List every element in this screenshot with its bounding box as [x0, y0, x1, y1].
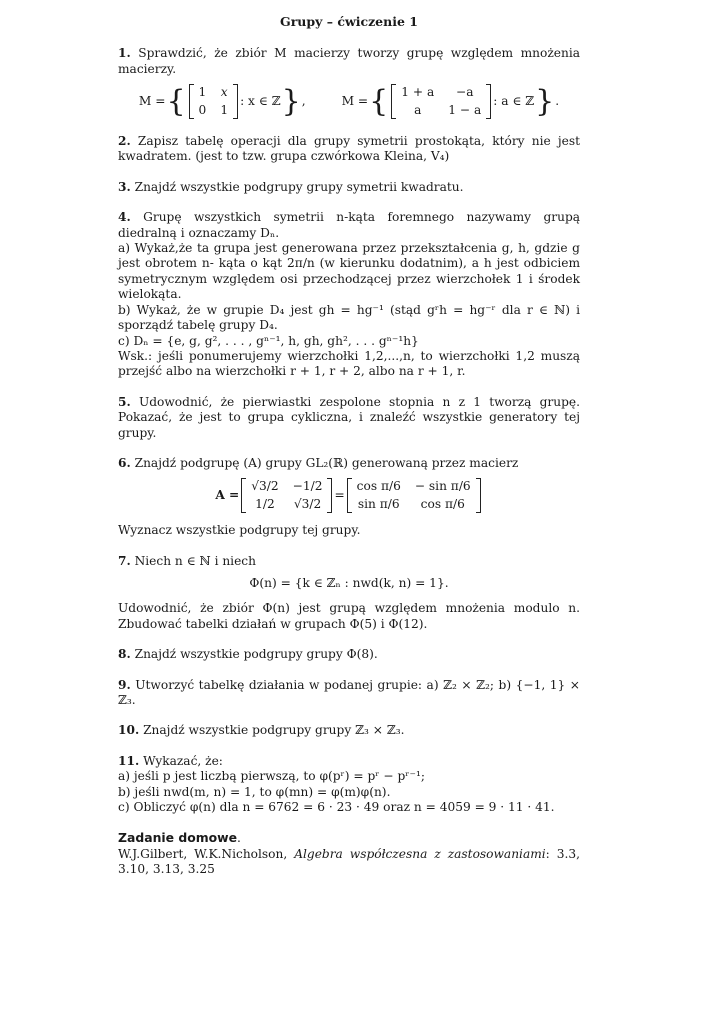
problem-11-part-b: b) jeśli nwd(m, n) = 1, to φ(mn) = φ(m)φ(n). [118, 784, 391, 799]
exercise-sheet [118, 14, 580, 893]
matrix-cell: sin π/6 [357, 496, 400, 511]
problem-number: 8. [118, 647, 131, 662]
problem-1 [118, 46, 580, 119]
matrix-cell: √3/2 [293, 496, 322, 511]
problem-9-text: Utworzyć tabelkę działania w podanej grupie: a) ℤ₂ × ℤ₂; b) {−1, 1} × ℤ₃. [118, 677, 580, 707]
problem-number: 10. [118, 723, 140, 738]
problem-number: 9. [118, 677, 131, 692]
problem-2-text: Zapisz tabelę operacji dla grupy symetrii prostokąta, który nie jest kwadratem. (jest to tzw. grupa czwórkowa Kleina, V₄) [118, 134, 580, 164]
set-2 [342, 84, 560, 119]
matrix-a-trig [347, 478, 481, 513]
problem-7-formula: Φ(n) = {k ∈ ℤₙ : nwd(k, n) = 1}. [249, 575, 449, 590]
problem-1-statement [118, 46, 580, 77]
problem-1-text: Sprawdzić, że zbiór M macierzy tworzy grupę względem mnożenia macierzy. [118, 46, 580, 76]
problem-4-part-b: b) Wykaż, że w grupie D₄ jest gh = hg⁻¹ (stąd gʳh = hg⁻ʳ dla r ∈ ℕ) i sporządź tabelę grupy D₄. [118, 302, 580, 333]
matrix-cell: √3/2 [251, 479, 279, 494]
problem-10 [118, 723, 580, 738]
problem-number: 5. [118, 394, 131, 409]
problem-6 [118, 456, 580, 539]
matrix-a-label: A = [215, 488, 240, 503]
matrix-cell: 1/2 [255, 496, 275, 511]
problem-5-text: Udowodnić, że pierwiastki zespolone stopnia n z 1 tworzą grupę. Pokazać, że jest to grupa cykliczna, i znaleźć wszystkie generatory tej grupy. [118, 394, 581, 440]
set-1-condition: : x ∈ ℤ [240, 93, 281, 108]
matrix-equation [118, 478, 580, 513]
problem-3 [118, 180, 580, 195]
right-brace: } [281, 83, 301, 119]
problem-8-text: Znajdź wszystkie podgrupy grupy Φ(8). [134, 647, 378, 662]
matrix-cell: 1 + a [401, 85, 435, 100]
problem-number: 4. [118, 210, 131, 225]
set-2-lhs: M = [341, 93, 369, 108]
problem-6-text: Znajdź podgrupę (A) grupy GL₂(ℝ) generowaną przez macierz [134, 455, 519, 470]
matrix-cell: x [220, 85, 228, 100]
matrix-cell: −a [455, 85, 474, 100]
matrix-2 [391, 84, 491, 119]
problem-2 [118, 134, 580, 165]
matrix-cell: − sin π/6 [414, 479, 471, 494]
homework-reference [118, 847, 580, 878]
left-brace: { [166, 83, 186, 119]
problem-number: 2. [118, 134, 131, 149]
matrix-cell: 0 [198, 102, 207, 117]
page-title: Grupy – ćwiczenie 1 [280, 14, 418, 29]
set-2-tail: . [555, 93, 560, 108]
matrix-cell: 1 − a [448, 102, 482, 117]
problem-number: 7. [118, 553, 131, 568]
problem-7-after: Udowodnić, że zbiór Φ(n) jest grupą względem mnożenia modulo n. Zbudować tabelki działań w grupach Φ(5) i Φ(12). [118, 601, 580, 631]
problem-6-after: Wyznacz wszystkie podgrupy tej grupy. [118, 523, 361, 538]
set-1 [139, 84, 306, 119]
right-brace: } [535, 83, 555, 119]
set-2-condition: : a ∈ ℤ [493, 93, 535, 108]
problem-number: 3. [118, 179, 131, 194]
set-1-lhs: M = [138, 93, 166, 108]
problem-7-text: Niech n ∈ ℕ i niech [134, 553, 256, 568]
problem-5 [118, 395, 580, 441]
problem-number: 6. [118, 455, 131, 470]
problem-11 [118, 754, 580, 816]
matrix-cell: −1/2 [292, 479, 323, 494]
homework-book-title: Algebra współczesna z zastosowaniami [294, 846, 546, 861]
problem-9 [118, 678, 580, 709]
matrix-cell: cos π/6 [356, 479, 401, 494]
problem-4-hint: Wsk.: jeśli ponumerujemy wierzchołki 1,2,...,n, to wierzchołki 1,2 muszą przejść albo na wierzchołki r + 1, r + 2, albo na r + 1, r. [118, 348, 580, 379]
problem-4-part-a: a) Wykaż,że ta grupa jest generowana przez przekształcenia g, h, gdzie g jest obrotem n- kąta o kąt 2π/n (w kierunku dodatnim), a h jest odbiciem symetrycznym względem osi przechodzącej przez wierzchołek 1 i środek wielokąta. [118, 241, 580, 302]
problem-11-intro: Wykazać, że: [143, 753, 223, 768]
homework-refs: : 3.3, 3.10, 3.13, 3.25 [118, 846, 580, 877]
problem-4 [118, 210, 580, 379]
problem-4-intro: Grupę wszystkich symetrii n-kąta foremnego nazywamy grupą diedralną i oznaczamy Dₙ. [118, 210, 581, 240]
problem-10-text: Znajdź wszystkie podgrupy grupy ℤ₃ × ℤ₃. [143, 723, 405, 738]
matrix-cell: 1 [220, 102, 229, 117]
matrix-a-values [241, 478, 332, 513]
problem-number: 1. [118, 46, 131, 61]
matrix-cell: 1 [198, 85, 207, 100]
problem-7 [118, 554, 580, 633]
problem-11-part-a: a) jeśli p jest liczbą pierwszą, to φ(pʳ) = pʳ − pʳ⁻¹; [118, 769, 425, 784]
homework-section: Zadanie domowe. W.J.Gilbert, W.K.Nicholson, Algebra współczesna z zastosowaniami: 3.3, 3.10, 3.13, 3.25 [118, 830, 580, 877]
matrix-cell: cos π/6 [420, 496, 465, 511]
equals-sign: = [334, 488, 345, 503]
homework-authors: W.J.Gilbert, W.K.Nicholson, [118, 846, 288, 861]
matrix-1 [189, 84, 239, 119]
problem-8 [118, 647, 580, 662]
matrix-cell: a [414, 102, 422, 117]
set-1-tail: , [301, 93, 306, 108]
problem-4-part-c: c) Dₙ = {e, g, g², . . . , gⁿ⁻¹, h, gh, gh², . . . gⁿ⁻¹h} [118, 333, 419, 348]
problem-3-text: Znajdź wszystkie podgrupy grupy symetrii kwadratu. [134, 179, 464, 194]
problem-number: 11. [118, 753, 140, 768]
problem-1-sets [118, 84, 580, 119]
problem-11-part-c: c) Obliczyć φ(n) dla n = 6762 = 6 · 23 · 49 oraz n = 4059 = 9 · 11 · 41. [118, 800, 555, 815]
homework-header: Zadanie domowe [118, 830, 238, 846]
left-brace: { [369, 83, 389, 119]
